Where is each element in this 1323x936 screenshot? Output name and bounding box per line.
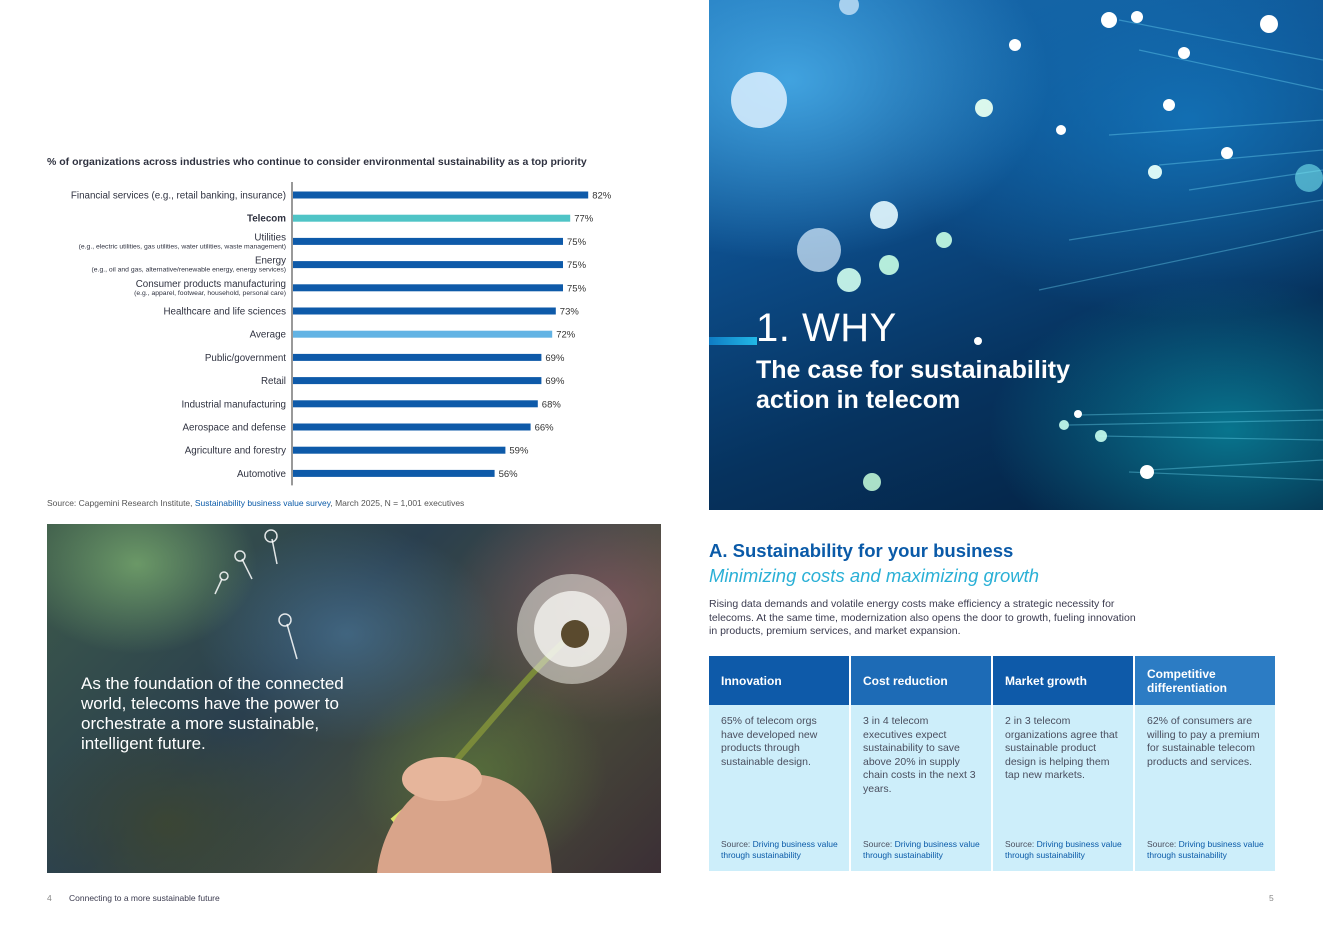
card-body: 65% of telecom orgs have developed new products through sustainable design. (721, 715, 818, 768)
bar (293, 470, 495, 477)
bar-value-label: 82% (592, 190, 612, 202)
card-title: Cost reduction (851, 656, 991, 705)
bar-value-label: 75% (567, 236, 587, 248)
card-source-link[interactable]: Driving business value through sustainability (1147, 839, 1264, 860)
chart-source-suffix: , March 2025, N = 1,001 executives (330, 498, 465, 508)
card-source (721, 839, 849, 861)
fiber-optic-illustration (709, 0, 1323, 510)
bar-value-label: 77% (574, 213, 594, 225)
card-body: 2 in 3 telecom organizations agree that sustainable product design is helping them tap new markets. (1005, 715, 1118, 781)
category-label: Healthcare and life sciences (163, 306, 286, 318)
section-heading: A. Sustainability for your business (709, 540, 1014, 561)
bar (293, 261, 563, 268)
thumb (402, 757, 482, 801)
card-source-link[interactable]: Driving business value through sustainability (1005, 839, 1122, 860)
chart-source (47, 498, 464, 508)
bar-value-label: 66% (534, 422, 554, 434)
bar-value-label: 69% (545, 352, 565, 364)
benefit-cards (709, 656, 1275, 871)
bar-value-label: 68% (541, 399, 561, 411)
bar-value-label: 73% (559, 306, 579, 318)
category-label: Consumer products manufacturing (135, 278, 286, 290)
bar (293, 331, 552, 338)
card-source (1005, 839, 1133, 861)
card-source-prefix: Source: (1147, 839, 1179, 849)
category-sublabel: (e.g., oil and gas, alternative/renewable energy, energy services) (91, 266, 286, 274)
bar (293, 377, 541, 384)
category-label: Aerospace and defense (182, 422, 286, 434)
dandelion-photo (47, 524, 661, 873)
card-title: Innovation (709, 656, 849, 705)
bar-value-label: 75% (567, 283, 587, 295)
chart-source-prefix: Source: Capgemini Research Institute, (47, 498, 195, 508)
category-label: Automotive (236, 468, 286, 480)
card-innovation (709, 656, 849, 871)
category-label: Agriculture and forestry (184, 445, 286, 457)
category-sublabel: (e.g., electric utilities, gas utilities, water utilities, waste management) (78, 243, 286, 251)
document-title: Connecting to a more sustainable future (69, 893, 220, 903)
card-source-prefix: Source: (863, 839, 895, 849)
bar (293, 238, 563, 245)
card-source-link[interactable]: Driving business value through sustainability (721, 839, 838, 860)
bar (293, 308, 556, 315)
bar (293, 284, 563, 291)
card-source-prefix: Source: (1005, 839, 1037, 849)
section-accent-bar (709, 337, 757, 345)
card-body: 62% of consumers are willing to pay a premium for sustainable telecom products and services. (1147, 715, 1260, 768)
category-label: Industrial manufacturing (181, 399, 286, 411)
card-source (863, 839, 991, 861)
seed-center (561, 620, 589, 648)
category-label: Public/government (204, 352, 286, 364)
card-market-growth (993, 656, 1133, 871)
bar (293, 354, 541, 361)
card-competitive-differentiation (1135, 656, 1275, 871)
bar (293, 215, 570, 222)
bar (293, 192, 588, 199)
section-title: The case for sustainability action in telecom (756, 356, 1070, 414)
bar (293, 447, 505, 454)
card-source-prefix: Source: (721, 839, 753, 849)
card-cost-reduction (851, 656, 991, 871)
card-source-link[interactable]: Driving business value through sustainability (863, 839, 980, 860)
light-dots (731, 0, 1323, 491)
category-label: Telecom (246, 213, 286, 225)
section-subheading: Minimizing costs and maximizing growth (709, 565, 1040, 586)
category-label: Financial services (e.g., retail banking, insurance) (70, 190, 286, 202)
fiber-optic-photo (709, 0, 1323, 510)
floating-seeds (215, 530, 297, 659)
category-label: Retail (260, 376, 286, 388)
chart-title: % of organizations across industries who continue to consider environmental sustainability as a top priority (47, 156, 587, 168)
photo-quote: As the foundation of the connected world, telecoms have the power to orchestrate a more sustainable, intelligent future. (81, 674, 344, 753)
category-sublabel: (e.g., apparel, footwear, household, personal care) (134, 289, 286, 297)
card-title: Competitive differentiation (1135, 656, 1275, 705)
card-title: Market growth (993, 656, 1133, 705)
industry-priority-bar-chart (0, 180, 640, 490)
bar-value-label: 56% (498, 468, 518, 480)
section-number-title: 1. WHY (756, 306, 897, 350)
category-label: Utilities (254, 232, 286, 244)
page-number-left: 4 (47, 893, 52, 903)
category-label: Average (249, 329, 286, 341)
section-body: Rising data demands and volatile energy costs make efficiency a strategic necessity for telecoms. At the same time, modernization also opens the door to growth, fueling innovation in products, premium services, and market expansion. (709, 598, 1136, 637)
card-body: 3 in 4 telecom executives expect sustainability to save above 20% in supply chain costs in the next 3 years. (863, 715, 976, 795)
survey-link[interactable]: Sustainability business value survey (194, 498, 331, 508)
card-source (1147, 839, 1275, 861)
bar-value-label: 69% (545, 376, 565, 388)
bar-value-label: 59% (509, 445, 529, 457)
bar (293, 424, 531, 431)
bar-value-label: 72% (556, 329, 576, 341)
page-number-right: 5 (1269, 893, 1274, 903)
category-label: Energy (254, 255, 286, 267)
bar (293, 400, 538, 407)
bar-value-label: 75% (567, 260, 587, 272)
